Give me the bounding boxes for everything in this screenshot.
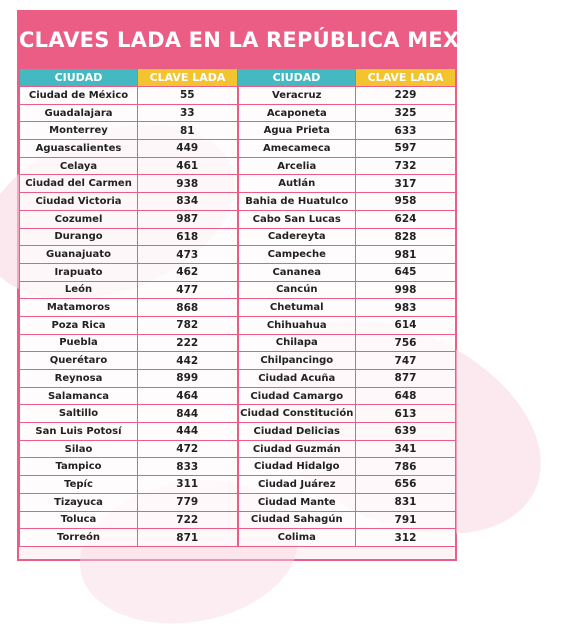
- code-cell: 597: [356, 140, 456, 158]
- city-cell: Ciudad Constitución: [238, 405, 356, 423]
- code-cell: 639: [356, 423, 456, 441]
- city-cell: Silao: [20, 440, 138, 458]
- city-cell: Saltillo: [20, 405, 138, 423]
- city-cell: Chihuahua: [238, 316, 356, 334]
- code-cell: 449: [138, 140, 238, 158]
- code-cell: 779: [138, 493, 238, 511]
- code-cell: 747: [356, 352, 456, 370]
- city-cell: Celaya: [20, 157, 138, 175]
- lada-table: [19, 68, 456, 547]
- code-cell: 938: [138, 175, 238, 193]
- city-cell: Ciudad Acuña: [238, 370, 356, 388]
- city-cell: Ciudad Mante: [238, 493, 356, 511]
- column-header-code: CLAVE LADA: [356, 69, 456, 87]
- code-cell: 311: [138, 476, 238, 494]
- table-row: [20, 334, 456, 352]
- city-cell: Ciudad Juárez: [238, 476, 356, 494]
- city-cell: Tepíc: [20, 476, 138, 494]
- lada-card: [17, 10, 534, 561]
- code-cell: 645: [356, 263, 456, 281]
- city-cell: Guanajuato: [20, 246, 138, 264]
- city-cell: Chetumal: [238, 299, 356, 317]
- code-cell: 786: [356, 458, 456, 476]
- city-cell: Torreón: [20, 529, 138, 547]
- code-cell: 828: [356, 228, 456, 246]
- table-row: [20, 140, 456, 158]
- code-cell: 55: [138, 87, 238, 105]
- city-cell: León: [20, 281, 138, 299]
- table-row: [20, 440, 456, 458]
- city-cell: Chilpancingo: [238, 352, 356, 370]
- code-cell: 618: [138, 228, 238, 246]
- code-cell: 998: [356, 281, 456, 299]
- city-cell: Agua Prieta: [238, 122, 356, 140]
- code-cell: 341: [356, 440, 456, 458]
- code-cell: 222: [138, 334, 238, 352]
- table-row: [20, 370, 456, 388]
- table-row: [20, 299, 456, 317]
- city-cell: Ciudad de México: [20, 87, 138, 105]
- code-cell: 756: [356, 334, 456, 352]
- code-cell: 81: [138, 122, 238, 140]
- column-header-city: CIUDAD: [20, 69, 138, 87]
- table-row: [20, 157, 456, 175]
- column-header-code: CLAVE LADA: [138, 69, 238, 87]
- code-cell: 833: [138, 458, 238, 476]
- city-cell: Ciudad Victoria: [20, 193, 138, 211]
- table-row: [20, 458, 456, 476]
- code-cell: 983: [356, 299, 456, 317]
- code-cell: 958: [356, 193, 456, 211]
- code-cell: 868: [138, 299, 238, 317]
- city-cell: Ciudad Hidalgo: [238, 458, 356, 476]
- city-cell: San Luis Potosí: [20, 423, 138, 441]
- city-cell: Cancún: [238, 281, 356, 299]
- code-cell: 648: [356, 387, 456, 405]
- code-cell: 899: [138, 370, 238, 388]
- table-row: [20, 529, 456, 547]
- table-row: [20, 87, 456, 105]
- city-cell: Campeche: [238, 246, 356, 264]
- table-row: [20, 387, 456, 405]
- table-row: [20, 511, 456, 529]
- city-cell: Cananea: [238, 263, 356, 281]
- code-cell: 325: [356, 104, 456, 122]
- code-cell: 464: [138, 387, 238, 405]
- code-cell: 477: [138, 281, 238, 299]
- city-cell: Toluca: [20, 511, 138, 529]
- table-row: [20, 493, 456, 511]
- code-cell: 473: [138, 246, 238, 264]
- city-cell: Ciudad Guzmán: [238, 440, 356, 458]
- city-cell: Chilapa: [238, 334, 356, 352]
- city-cell: Poza Rica: [20, 316, 138, 334]
- city-cell: Guadalajara: [20, 104, 138, 122]
- code-cell: 444: [138, 423, 238, 441]
- city-cell: Acaponeta: [238, 104, 356, 122]
- city-cell: Ciudad Camargo: [238, 387, 356, 405]
- code-cell: 33: [138, 104, 238, 122]
- code-cell: 871: [138, 529, 238, 547]
- code-cell: 317: [356, 175, 456, 193]
- city-cell: Colima: [238, 529, 356, 547]
- code-cell: 312: [356, 529, 456, 547]
- code-cell: 614: [356, 316, 456, 334]
- table-row: [20, 263, 456, 281]
- city-cell: Tampico: [20, 458, 138, 476]
- city-cell: Cadereyta: [238, 228, 356, 246]
- code-cell: 831: [356, 493, 456, 511]
- city-cell: Salamanca: [20, 387, 138, 405]
- city-cell: Ciudad Delicias: [238, 423, 356, 441]
- city-cell: Matamoros: [20, 299, 138, 317]
- city-cell: Monterrey: [20, 122, 138, 140]
- code-cell: 229: [356, 87, 456, 105]
- code-cell: 732: [356, 157, 456, 175]
- code-cell: 834: [138, 193, 238, 211]
- table-row: [20, 228, 456, 246]
- city-cell: Querétaro: [20, 352, 138, 370]
- code-cell: 461: [138, 157, 238, 175]
- city-cell: Puebla: [20, 334, 138, 352]
- page-title: CLAVES LADA EN LA REPÚBLICA MEXICANA: [19, 12, 455, 68]
- code-cell: 624: [356, 210, 456, 228]
- code-cell: 462: [138, 263, 238, 281]
- city-cell: Autlán: [238, 175, 356, 193]
- city-cell: Cabo San Lucas: [238, 210, 356, 228]
- code-cell: 442: [138, 352, 238, 370]
- table-row: [20, 352, 456, 370]
- table-row: [20, 104, 456, 122]
- table-row: [20, 193, 456, 211]
- table-row: [20, 476, 456, 494]
- code-cell: 791: [356, 511, 456, 529]
- code-cell: 613: [356, 405, 456, 423]
- table-row: [20, 405, 456, 423]
- city-cell: Aguascalientes: [20, 140, 138, 158]
- code-cell: 656: [356, 476, 456, 494]
- table-row: [20, 246, 456, 264]
- table-header-row: [20, 69, 456, 87]
- city-cell: Durango: [20, 228, 138, 246]
- code-cell: 633: [356, 122, 456, 140]
- city-cell: Bahia de Huatulco: [238, 193, 356, 211]
- column-header-city: CIUDAD: [238, 69, 356, 87]
- city-cell: Irapuato: [20, 263, 138, 281]
- table-row: [20, 175, 456, 193]
- table-row: [20, 210, 456, 228]
- table-row: [20, 281, 456, 299]
- code-cell: 472: [138, 440, 238, 458]
- city-cell: Tizayuca: [20, 493, 138, 511]
- code-cell: 987: [138, 210, 238, 228]
- table-row: [20, 423, 456, 441]
- code-cell: 981: [356, 246, 456, 264]
- city-cell: Veracruz: [238, 87, 356, 105]
- code-cell: 782: [138, 316, 238, 334]
- city-cell: Amecameca: [238, 140, 356, 158]
- city-cell: Arcelia: [238, 157, 356, 175]
- city-cell: Ciudad del Carmen: [20, 175, 138, 193]
- code-cell: 722: [138, 511, 238, 529]
- city-cell: Ciudad Sahagún: [238, 511, 356, 529]
- table-row: [20, 316, 456, 334]
- table-row: [20, 122, 456, 140]
- code-cell: 844: [138, 405, 238, 423]
- code-cell: 877: [356, 370, 456, 388]
- city-cell: Reynosa: [20, 370, 138, 388]
- city-cell: Cozumel: [20, 210, 138, 228]
